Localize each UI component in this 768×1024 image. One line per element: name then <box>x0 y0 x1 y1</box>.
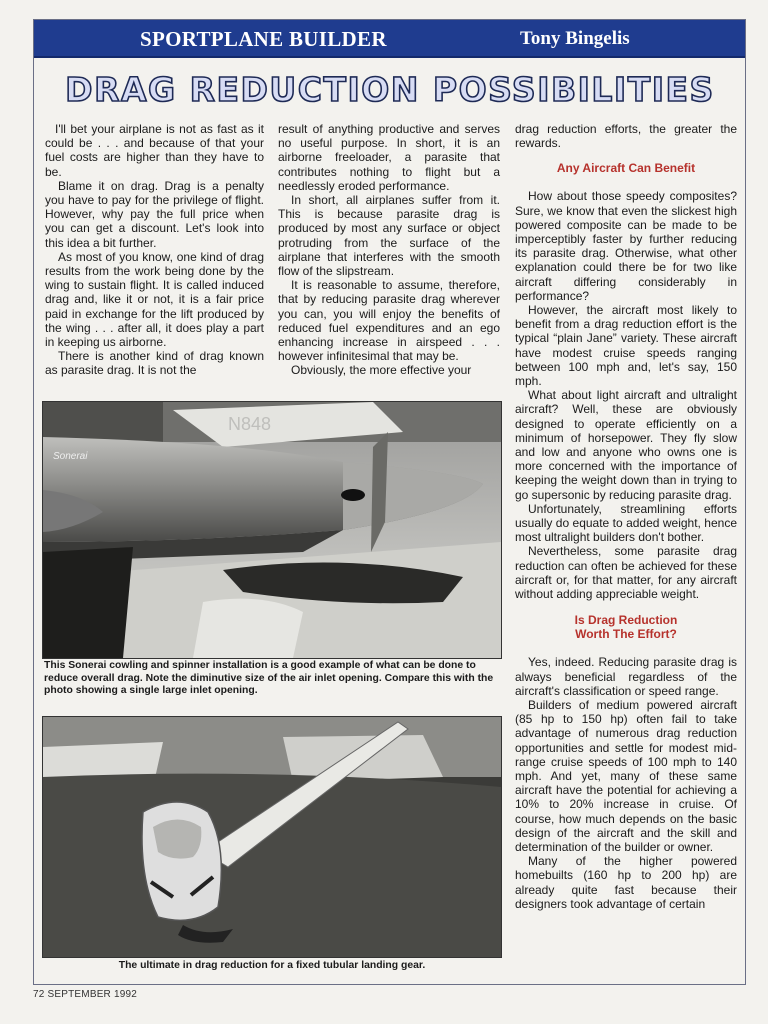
paragraph: drag reduction efforts, the greater the rewards. <box>515 122 737 151</box>
photo-caption-1: This Sonerai cowling and spinner installation is a good example of what can be done to reduce overall drag. Note the diminutive size of the air inlet opening. Compare this with the photo showing a single large inlet opening. <box>44 660 494 697</box>
photo-sonerai-cowling <box>42 401 502 659</box>
subhead-any-aircraft: Any Aircraft Can Benefit <box>556 161 696 176</box>
photo-landing-gear <box>42 716 502 958</box>
paragraph: I'll bet your airplane is not as fast as it could be . . . and because of that your fuel costs are higher than they have to be. <box>45 122 264 179</box>
photo-caption-2: The ultimate in drag reduction for a fixed tubular landing gear. <box>118 960 426 971</box>
paragraph: What about light aircraft and ultralight aircraft? Well, these are obviously designed to operate efficiently on a minimum of horsepower. They fly slow and low and anyone who owns one is more concerned with the importance of keeping the weight down than in trying to go supersonic by reducing parasite drag. <box>515 388 737 502</box>
text-column-2 <box>278 122 500 378</box>
text-column-3 <box>515 122 737 911</box>
paragraph: How about those speedy composites? Sure, we know that even the slickest high powered composite can be made to be imperceptibly faster by further reducing its parasite drag. Otherwise, what other explanation could there be for two like aircraft differing considerably in performance? <box>515 189 737 303</box>
paragraph: Obviously, the more effective your <box>291 363 472 378</box>
text-column-1 <box>45 122 264 378</box>
paragraph: In short, all airplanes suffer from it. This is because parasite drag is produced by most any surface or object protruding from the surface of the airplane that interferes with the smooth flow of the slipstream. <box>278 193 500 279</box>
paragraph: As most of you know, one kind of drag results from the work being done by the wing to sustain flight. It is called induced drag and, like it or not, it is a fair price paid in exchange for the lift produced by the wing . . . after all, it does play a part in keeping us airborne. <box>45 249 264 350</box>
subhead-worth-effort-line2: Worth The Effort? <box>575 627 677 642</box>
author-name: Tony Bingelis <box>520 28 630 49</box>
page-footer: 72 SEPTEMBER 1992 <box>33 989 138 1000</box>
paragraph: Many of the higher powered homebuilts (160 hp to 200 hp) are already quite fast because their designers took advantage of certain <box>515 854 737 911</box>
paragraph: Yes, indeed. Reducing parasite drag is always beneficial regardless of the aircraft's classification or speed range. <box>515 655 737 698</box>
subhead-worth-effort-line1: Is Drag Reduction <box>574 613 678 628</box>
paragraph: result of anything productive and serves no useful purpose. In short, it is an airborne freeloader, a parasite that contributes nothing to flight but a needlessly eroded performance. <box>278 122 500 193</box>
paragraph: There is another kind of drag known as parasite drag. It is not the <box>45 349 264 378</box>
paragraph: It is reasonable to assume, therefore, that by reducing parasite drag wherever you can, you will enjoy the benefits of reduced fuel expenditures and an ego enhancing increase in airspeed . . . however infinitesimal that may be. <box>278 278 500 364</box>
paragraph: Unfortunately, streamlining efforts usually do equate to added weight, hence most ultralight builders don't bother. <box>515 501 737 545</box>
registration-text: N848 <box>228 414 272 434</box>
paragraph: Blame it on drag. Drag is a penalty you have to pay for the privilege of flight. However, why pay the full price when you can get a discount. Let's look into this idea a bit further. <box>45 178 264 250</box>
paragraph: However, the aircraft most likely to benefit from a drag reduction effort is the typical “plain Jane” variety. These aircraft have modest cruise speeds ranging between 100 mph and, let's say, 150 mph. <box>515 303 737 389</box>
paragraph: Builders of medium powered aircraft (85 hp to 150 hp) often fail to take advantage of numerous drag reduction opportunities and settle for modest mid-range cruise speeds of 100 mph to 140 mph. And yet, many of these same aircraft have the potential for achieving a 10% to 20% increase in cruise. Of course, how much depends on the basic design of the aircraft and the skill and determination of the builder or owner. <box>515 697 737 854</box>
magazine-section-title: SPORTPLANE BUILDER <box>140 27 387 51</box>
magazine-header-bar <box>34 20 745 58</box>
fuselage-text: Sonerai <box>53 451 88 462</box>
sonerai-cowling-illustration <box>43 402 501 658</box>
paragraph: Nevertheless, some parasite drag reduction can often be achieved for these aircraft or, for that matter, for any aircraft without adding appreciable weight. <box>515 544 737 602</box>
landing-gear-illustration <box>43 717 501 957</box>
article-title: DRAG REDUCTION POSSIBILITIES <box>65 70 715 109</box>
